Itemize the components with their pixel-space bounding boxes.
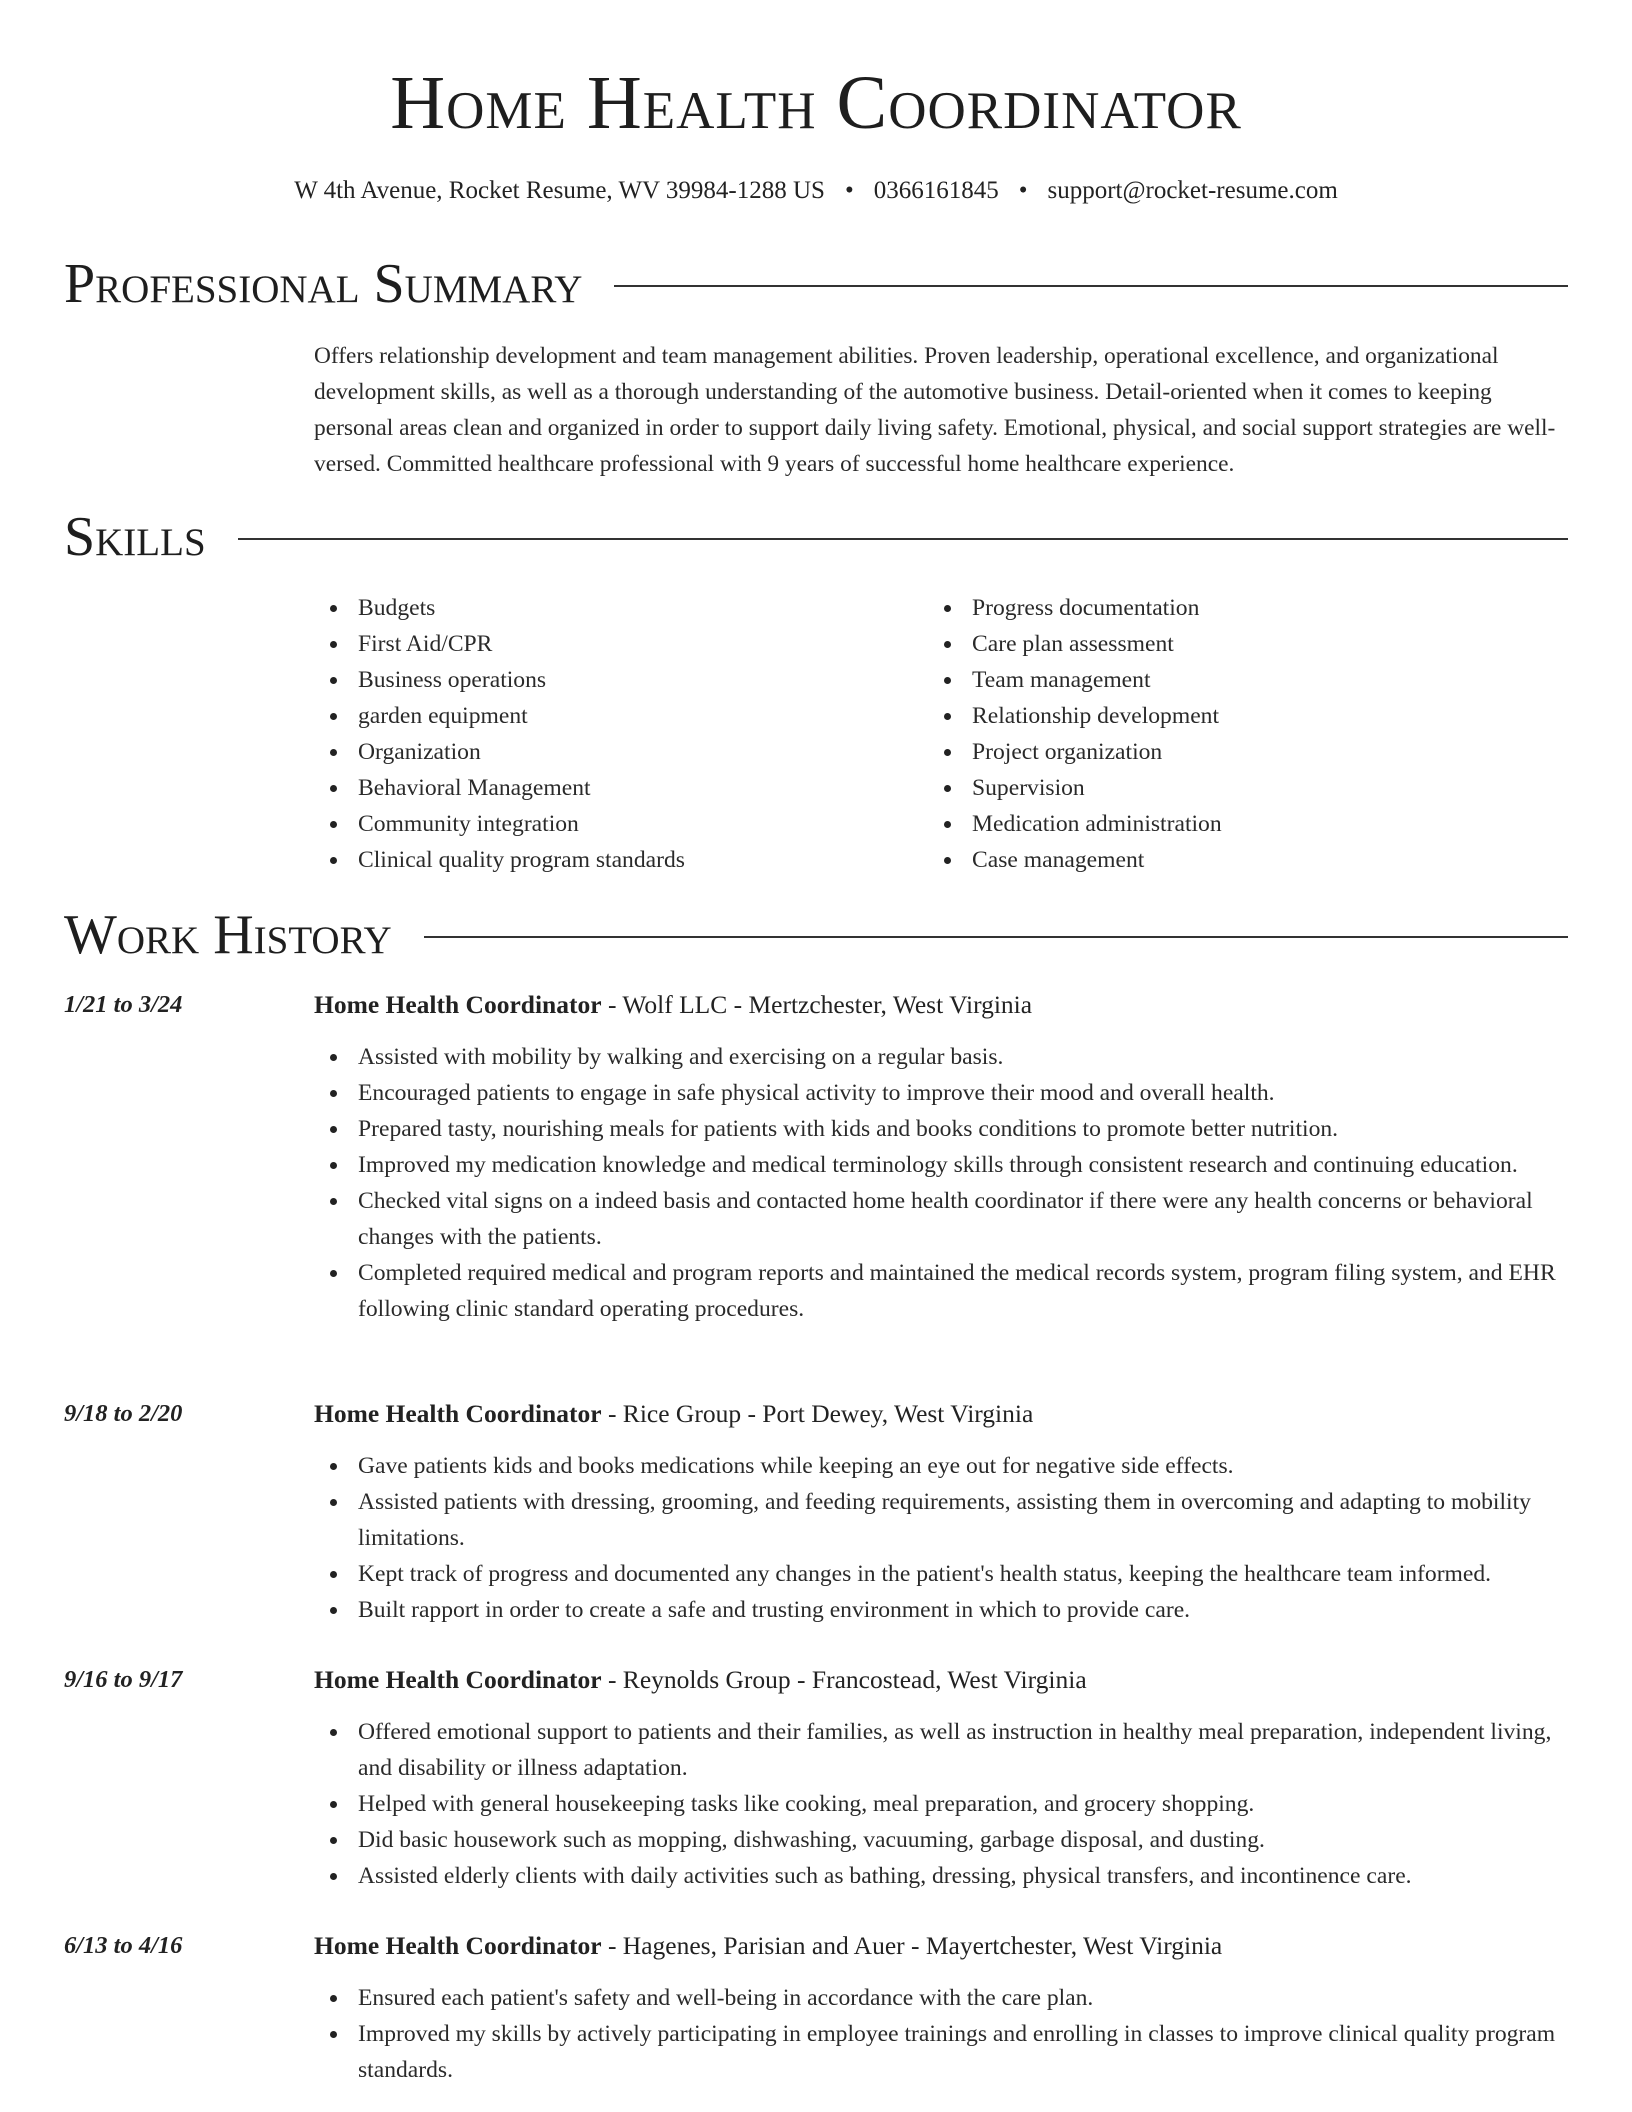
skill-item: Business operations: [314, 662, 914, 698]
summary-section-header: [64, 252, 1568, 316]
job-bullet: Prepared tasty, nourishing meals for patients with kids and books conditions to promote better nutrition.: [314, 1111, 1568, 1147]
job-title-line: [314, 987, 1568, 1023]
work-heading: Work History: [64, 904, 392, 966]
skill-item: Project organization: [928, 734, 1528, 770]
summary-text: Offers relationship development and team management abilities. Proven leadership, operational excellence, and organizational development skills, as well as a thorough understanding of the automotive business. Detail-oriented when it comes to keeping personal areas clean and organized in order to support daily living safety. Emotional, physical, and social support strategies are well-versed. Committed healthcare professional with 9 years of successful home healthcare experience.: [314, 343, 1556, 477]
contact-line: [0, 174, 1632, 208]
job-bullets: [314, 1039, 1568, 1327]
skill-item: Behavioral Management: [314, 770, 914, 806]
skills-list-right: [928, 590, 1528, 878]
skill-item: Team management: [928, 662, 1528, 698]
job-title: Home Health Coordinator: [314, 1931, 602, 1960]
contact-address: W 4th Avenue, Rocket Resume, WV 39984-1288 US: [294, 177, 825, 204]
job-employer: - Reynolds Group - Francostead, West Virginia: [601, 1665, 1087, 1694]
job-bullet: Improved my skills by actively participating in employee trainings and enrolling in classes to improve clinical quality program standards.: [314, 2016, 1568, 2088]
job-bullet: Assisted elderly clients with daily activities such as bathing, dressing, physical transfers, and incontinence care.: [314, 1858, 1568, 1894]
job-bullet: Offered emotional support to patients and their families, as well as instruction in healthy meal preparation, independent living, and disability or illness adaptation.: [314, 1714, 1568, 1786]
job-title-line: [314, 1928, 1568, 1964]
skills-section-header: [64, 505, 1568, 569]
job-title: Home Health Coordinator: [314, 990, 602, 1019]
job-bullet: Ensured each patient's safety and well-being in accordance with the care plan.: [314, 1980, 1568, 2016]
job-bullet: Kept track of progress and documented any changes in the patient's health status, keeping the healthcare team informed.: [314, 1556, 1568, 1592]
job-bullet: Encouraged patients to engage in safe physical activity to improve their mood and overall health.: [314, 1075, 1568, 1111]
contact-phone: 0366161845: [873, 177, 999, 204]
section-divider: [424, 936, 1568, 938]
job-bullets: [314, 1714, 1568, 1894]
job-bullet: Assisted with mobility by walking and exercising on a regular basis.: [314, 1039, 1568, 1075]
job-bullet: Checked vital signs on a indeed basis and contacted home health coordinator if there were any health concerns or behavioral changes with the patients.: [314, 1183, 1568, 1255]
job-title-line: [314, 1396, 1568, 1432]
job-bullet: Helped with general housekeeping tasks like cooking, meal preparation, and grocery shopping.: [314, 1786, 1568, 1822]
skill-item: Progress documentation: [928, 590, 1528, 626]
job-bullet: Built rapport in order to create a safe and trusting environment in which to provide care.: [314, 1592, 1568, 1628]
skill-item: Organization: [314, 734, 914, 770]
section-divider: [614, 285, 1568, 287]
job-bullets: [314, 1448, 1568, 1628]
job-employer: - Hagenes, Parisian and Auer - Mayertchester, West Virginia: [601, 1931, 1223, 1960]
skill-item: garden equipment: [314, 698, 914, 734]
job-dates: 9/18 to 2/20: [64, 1400, 183, 1427]
skill-item: Case management: [928, 842, 1528, 878]
skills-column-right: [928, 590, 1528, 878]
skill-item: Care plan assessment: [928, 626, 1528, 662]
job-employer: - Rice Group - Port Dewey, West Virginia: [601, 1399, 1034, 1428]
contact-separator: •: [1018, 177, 1028, 204]
work-section-header: [64, 903, 1568, 967]
job-dates: 1/21 to 3/24: [64, 991, 183, 1018]
skills-heading: Skills: [64, 506, 206, 568]
skill-item: Clinical quality program standards: [314, 842, 914, 878]
job-dates: 9/16 to 9/17: [64, 1666, 183, 1693]
job-bullet: Improved my medication knowledge and medical terminology skills through consistent research and continuing education.: [314, 1147, 1568, 1183]
job-title-line: [314, 1662, 1568, 1698]
job-bullets: [314, 1980, 1568, 2088]
job-bullet: Completed required medical and program reports and maintained the medical records system, program filing system, and EHR following clinic standard operating procedures.: [314, 1255, 1568, 1327]
contact-separator: •: [844, 177, 854, 204]
skill-item: Relationship development: [928, 698, 1528, 734]
skills-list-left: [314, 590, 914, 878]
job-employer: - Wolf LLC - Mertzchester, West Virginia: [601, 990, 1033, 1019]
skill-item: Medication administration: [928, 806, 1528, 842]
section-divider: [238, 538, 1568, 540]
resume-name: Home Health Coordinator: [390, 61, 1242, 145]
skills-column-left: [314, 590, 914, 878]
skill-item: Budgets: [314, 590, 914, 626]
job-dates: 6/13 to 4/16: [64, 1932, 183, 1959]
job-title: Home Health Coordinator: [314, 1665, 602, 1694]
job-title: Home Health Coordinator: [314, 1399, 602, 1428]
contact-email: support@rocket-resume.com: [1047, 177, 1338, 204]
skill-item: Supervision: [928, 770, 1528, 806]
job-bullet: Assisted patients with dressing, grooming, and feeding requirements, assisting them in overcoming and adapting to mobility limitations.: [314, 1484, 1568, 1556]
summary-heading: Professional Summary: [64, 253, 583, 315]
job-bullet: Did basic housework such as mopping, dishwashing, vacuuming, garbage disposal, and dusting.: [314, 1822, 1568, 1858]
skill-item: First Aid/CPR: [314, 626, 914, 662]
skill-item: Community integration: [314, 806, 914, 842]
job-bullet: Gave patients kids and books medications while keeping an eye out for negative side effects.: [314, 1448, 1568, 1484]
